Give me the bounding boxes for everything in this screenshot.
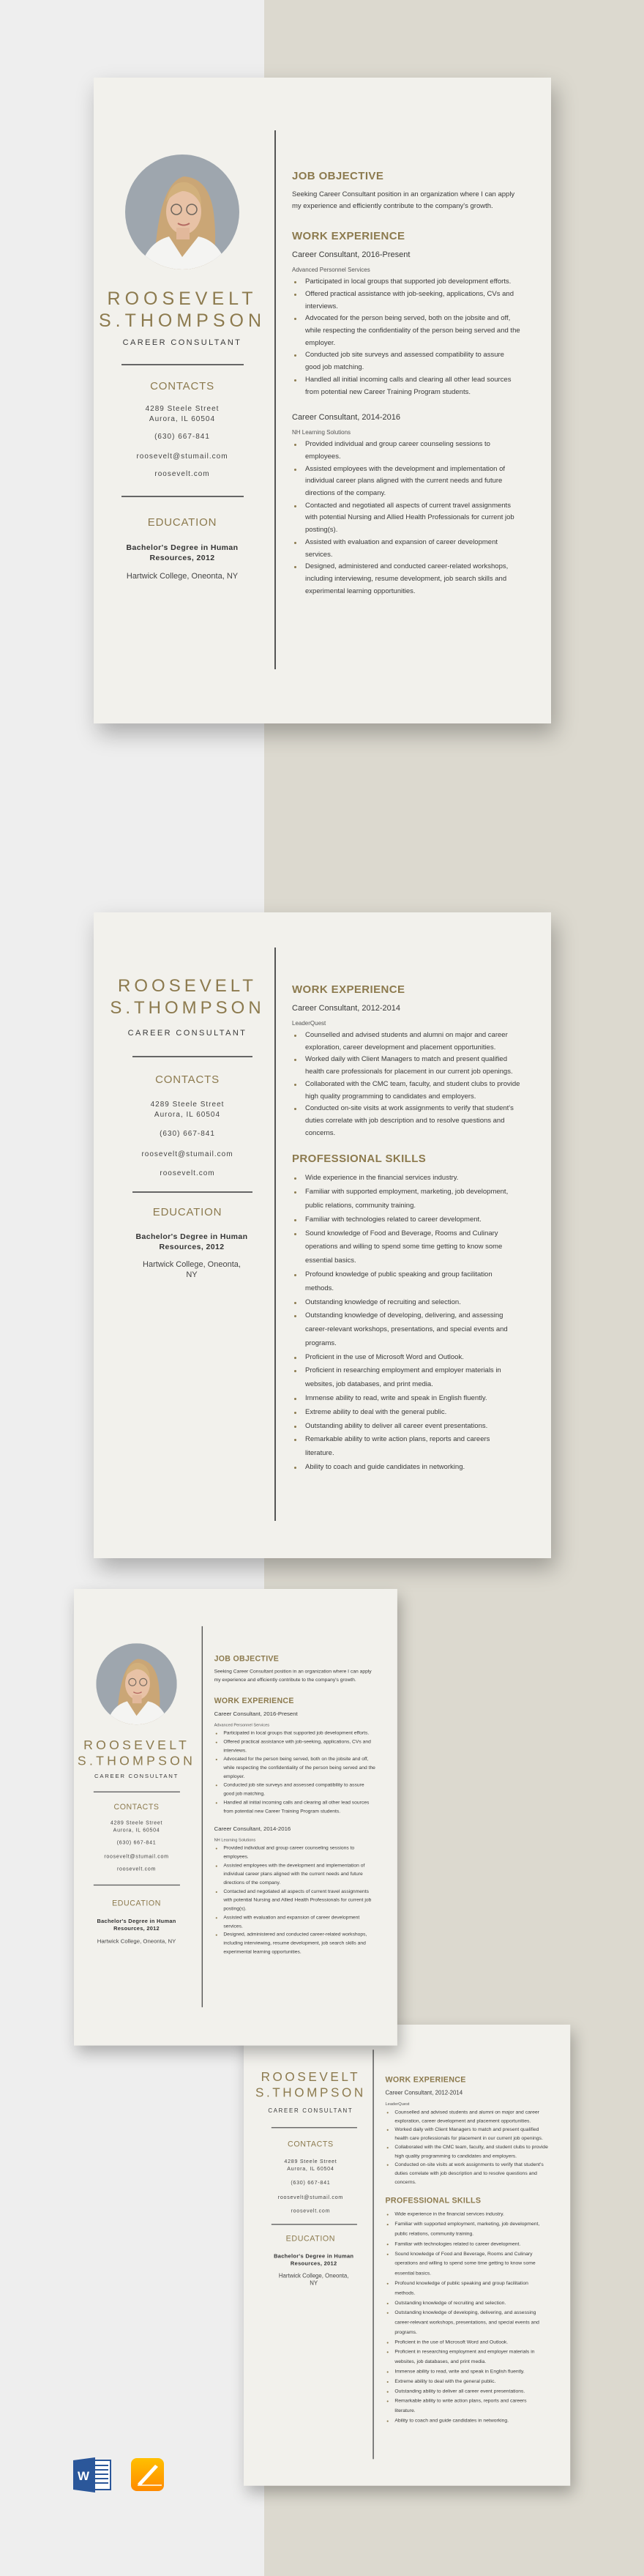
college: Hartwick College, Oneonta, NY	[278, 2273, 349, 2287]
list-item: Collaborated with the CMC team, faculty, and student clubs to provide high quality programming to candidates and employers.	[385, 2143, 548, 2161]
list-item: Designed, administered and conducted career-related workshops, including interviewing, resume development, job search skills and experimental learning opportunities.	[214, 1931, 376, 1957]
divider-rule	[132, 1191, 252, 1193]
skill-item: Profound knowledge of public speaking and group facilitation methods.	[292, 1268, 520, 1296]
address-line-1: 4289 Steele Street	[145, 405, 220, 413]
skill-item: Immense ability to read, write and speak in English fluently.	[385, 2367, 548, 2377]
degree	[258, 2252, 369, 2267]
skill-item: Extreme ability to deal with the general public.	[385, 2377, 548, 2386]
job-bullets	[214, 1730, 376, 1816]
job-entry	[292, 1003, 520, 1139]
list-item: Contacted and negotiated all aspects of current travel assignments with potential Nursing and Allied Health Professionals for current job posting(s).	[292, 500, 520, 537]
list-item: Conducted job site surveys and assessed compatibility to assure good job matching.	[292, 349, 520, 373]
right-column	[292, 983, 520, 1475]
candidate-name	[94, 288, 271, 332]
address-line-2: Aurora, IL 60504	[113, 1827, 160, 1834]
company-name: Advanced Personnel Services	[214, 1722, 270, 1727]
column-divider	[372, 2050, 373, 2459]
list-item: Conducted job site surveys and assessed compatibility to assure good job matching.	[214, 1782, 376, 1799]
company-name: NH Learning Solutions	[214, 1837, 256, 1842]
list-item: Advocated for the person being served, both on the jobsite and off, while respecting the confidentiality of the person being served and the employer.	[292, 313, 520, 349]
degree-line-2: Resources, 2012	[290, 2260, 337, 2267]
contacts-heading: CONTACTS	[113, 1802, 160, 1812]
list-item: Advocated for the person being served, both on the jobsite and off, while respecting the confidentiality of the person being served and the employer.	[214, 1755, 376, 1781]
education-heading: EDUCATION	[285, 2234, 336, 2244]
column-divider	[274, 948, 276, 1521]
work-heading: WORK EXPERIENCE	[292, 983, 405, 996]
resume-page-2	[244, 2025, 570, 2486]
divider-rule	[94, 1885, 180, 1886]
preview-page-2	[244, 2025, 570, 2486]
job-bullets	[292, 439, 520, 598]
last-name: S.THOMPSON	[255, 2085, 366, 2100]
first-name: ROOSEVELT	[261, 2070, 361, 2085]
skill-item: Outstanding knowledge of recruiting and selection.	[292, 1296, 520, 1310]
skill-item: Sound knowledge of Food and Beverage, Rooms and Culinary operations and willing to spend some time getting to know some essential basics.	[385, 2249, 548, 2279]
education-heading: EDUCATION	[147, 516, 217, 529]
first-name: ROOSEVELT	[107, 289, 258, 309]
job-position: Career Consultant, 2014-2016	[214, 1825, 291, 1833]
divider-rule	[132, 1056, 252, 1057]
list-item: Handled all initial incoming calls and clearing all other lead sources from potential new Career Training Program students.	[214, 1798, 376, 1816]
work-heading: WORK EXPERIENCE	[214, 1697, 294, 1706]
job-bullets	[292, 276, 520, 398]
skill-item: Profound knowledge of public speaking and group facilitation methods.	[385, 2279, 548, 2298]
degree	[114, 1232, 269, 1252]
skill-item: Immense ability to read, write and speak in English fluently.	[292, 1392, 520, 1406]
last-name: S.THOMPSON	[110, 998, 265, 1018]
address	[249, 2159, 372, 2173]
candidate-name	[249, 2069, 372, 2101]
address	[94, 404, 271, 425]
website-link[interactable]: roosevelt.com	[116, 1866, 157, 1872]
job-bullets	[385, 2108, 548, 2186]
degree-line-1: Bachelor's Degree in Human	[274, 2253, 354, 2260]
skill-item: Proficient in the use of Microsoft Word and Outlook.	[292, 1351, 520, 1365]
resume-page-2	[94, 912, 551, 1558]
first-name: ROOSEVELT	[83, 1738, 190, 1753]
skill-item: Outstanding ability to deliver all career event presentations.	[385, 2387, 548, 2397]
phone: (630) 667-841	[154, 433, 210, 441]
last-name: S.THOMPSON	[77, 1753, 196, 1768]
job-position: Career Consultant, 2012-2014	[292, 1004, 400, 1013]
job-bullets	[292, 1030, 520, 1139]
education-heading: EDUCATION	[152, 1206, 222, 1218]
work-heading: WORK EXPERIENCE	[292, 230, 405, 243]
company-name: LeaderQuest	[292, 1020, 326, 1027]
job-entry	[292, 412, 520, 598]
address-line-2: Aurora, IL 60504	[287, 2166, 334, 2173]
list-item: Provided individual and group career counseling sessions to employees.	[214, 1844, 376, 1862]
skill-item: Familiar with supported employment, marketing, job development, public relations, community training.	[385, 2219, 548, 2239]
word-letter: W	[77, 2469, 90, 2483]
degree-line-1: Bachelor's Degree in Human	[135, 1232, 248, 1241]
profile-photo	[96, 1643, 176, 1724]
skill-item: Familiar with supported employment, marketing, job development, public relations, community training.	[292, 1185, 520, 1213]
degree-line-1: Bachelor's Degree in Human	[97, 1918, 176, 1925]
job-entry	[214, 1710, 376, 1816]
job-title: CAREER CONSULTANT	[127, 1029, 247, 1038]
email-link[interactable]: roosevelt@stumail.com	[277, 2195, 344, 2200]
pages-icon[interactable]	[131, 2458, 164, 2491]
email-link[interactable]: roosevelt@stumail.com	[141, 1150, 233, 1158]
contacts-heading: CONTACTS	[150, 380, 214, 392]
divider-rule	[121, 364, 244, 365]
job-entry	[385, 2090, 548, 2187]
address	[74, 1820, 199, 1834]
objective-heading: JOB OBJECTIVE	[292, 170, 384, 182]
job-title: CAREER CONSULTANT	[268, 2107, 353, 2115]
objective-heading: JOB OBJECTIVE	[214, 1654, 280, 1664]
college: Hartwick College, Oneonta, NY	[126, 572, 239, 581]
skill-item: Extreme ability to deal with the general public.	[292, 1406, 520, 1420]
skill-item: Outstanding knowledge of developing, delivering, and assessing career-relevant workshops, presentations, and special events and programs.	[292, 1309, 520, 1350]
skill-item: Outstanding knowledge of developing, delivering, and assessing career-relevant workshops, presentations, and special events and programs.	[385, 2308, 548, 2337]
address-line-2: Aurora, IL 60504	[154, 1111, 221, 1119]
list-item: Counselled and advised students and alumni on major and career exploration, career development and placement opportunities.	[385, 2108, 548, 2126]
skill-item: Outstanding ability to deliver all career event presentations.	[292, 1420, 520, 1434]
skill-item: Remarkable ability to write action plans, reports and careers literature.	[292, 1433, 520, 1461]
list-item: Provided individual and group career counseling sessions to employees.	[292, 439, 520, 463]
skill-item: Ability to coach and guide candidates in networking.	[385, 2416, 548, 2426]
phone: (630) 667-841	[291, 2180, 331, 2186]
website-link[interactable]: roosevelt.com	[291, 2208, 331, 2214]
skill-item: Familiar with technologies related to career development.	[292, 1213, 520, 1227]
job-bullets	[214, 1844, 376, 1957]
list-item: Assisted employees with the development and implementation of individual career plans aligned with the current needs and future directions of the company.	[214, 1861, 376, 1887]
skill-item: Proficient in researching employment and employer materials in websites, job databases, and print media.	[292, 1364, 520, 1392]
email-link[interactable]: roosevelt@stumail.com	[136, 453, 228, 461]
address-line-1: 4289 Steele Street	[110, 1820, 163, 1826]
preview-page-1	[74, 1589, 397, 2046]
resume-page-1	[74, 1589, 397, 2046]
list-item: Worked daily with Client Managers to match and present qualified health care professionals for placement in our current job openings.	[292, 1054, 520, 1078]
divider-rule	[121, 496, 244, 497]
job-position: Career Consultant, 2012-2014	[385, 2090, 463, 2096]
skill-item: Outstanding knowledge of recruiting and selection.	[385, 2298, 548, 2308]
address-line-1: 4289 Steele Street	[150, 1101, 225, 1109]
last-name: S.THOMPSON	[98, 310, 266, 331]
skill-item: Familiar with technologies related to career development.	[385, 2239, 548, 2249]
email-link[interactable]: roosevelt@stumail.com	[104, 1853, 169, 1860]
list-item: Contacted and negotiated all aspects of current travel assignments with potential Nursing and Allied Health Professionals for current job posting(s).	[214, 1888, 376, 1913]
word-icon[interactable]	[73, 2457, 111, 2493]
job-entry	[292, 250, 520, 398]
list-item: Conducted on-site visits at work assignments to verify that student's duties correlate with job description and to resolve questions and concerns.	[385, 2161, 548, 2187]
divider-rule	[272, 2224, 357, 2225]
list-item: Assisted with evaluation and expansion of career development services.	[214, 1913, 376, 1931]
address-line-1: 4289 Steele Street	[284, 2159, 337, 2165]
skills-list	[385, 2210, 548, 2426]
degree	[94, 543, 271, 563]
education-heading: EDUCATION	[112, 1899, 161, 1908]
list-item: Assisted with evaluation and expansion of career development services.	[292, 537, 520, 561]
skill-item: Ability to coach and guide candidates in networking.	[292, 1461, 520, 1475]
list-item: Counselled and advised students and alumni on major and career exploration, career development and placement opportunities.	[292, 1030, 520, 1054]
right-column	[292, 170, 520, 598]
candidate-name	[101, 975, 274, 1019]
skills-heading: PROFESSIONAL SKILLS	[385, 2196, 482, 2205]
skill-item: Wide experience in the financial services industry.	[385, 2210, 548, 2219]
profile-photo	[125, 155, 239, 269]
degree-line-2: Resources, 2012	[159, 1243, 225, 1251]
job-position: Career Consultant, 2016-Present	[214, 1710, 298, 1718]
job-entry	[214, 1825, 376, 1957]
divider-rule	[272, 2127, 357, 2128]
address-line-2: Aurora, IL 60504	[149, 415, 216, 423]
company-name: NH Learning Solutions	[292, 429, 351, 436]
phone: (630) 667-841	[160, 1130, 215, 1138]
skill-item: Wide experience in the financial services industry.	[292, 1172, 520, 1185]
list-item: Collaborated with the CMC team, faculty, and student clubs to provide high quality programming to candidates and employers.	[292, 1079, 520, 1103]
contacts-heading: CONTACTS	[288, 2140, 334, 2149]
phone: (630) 667-841	[116, 1839, 157, 1846]
list-item: Participated in local groups that supported job development efforts.	[292, 276, 520, 289]
skills-list	[292, 1172, 520, 1475]
list-item: Assisted employees with the development and implementation of individual career plans aligned with the current needs and future directions of the company.	[292, 464, 520, 500]
company-name: LeaderQuest	[385, 2101, 410, 2107]
list-item: Conducted on-site visits at work assignments to verify that student's duties correlate with job description and to resolve questions and concerns.	[292, 1103, 520, 1139]
work-heading: WORK EXPERIENCE	[385, 2075, 466, 2085]
column-divider	[274, 130, 276, 669]
candidate-name	[74, 1738, 199, 1768]
divider-rule	[94, 1791, 180, 1792]
degree	[74, 1918, 199, 1932]
degree-line-2: Resources, 2012	[113, 1925, 160, 1932]
list-item: Designed, administered and conducted career-related workshops, including interviewing, resume development, job search skills and experimental learning opportunities.	[292, 561, 520, 598]
degree-line-2: Resources, 2012	[149, 554, 215, 562]
college: Hartwick College, Oneonta, NY	[97, 1938, 176, 1945]
objective-text: Seeking Career Consultant position in an organization where I can apply my experience and efficiently contribute to the company's growth.	[214, 1668, 372, 1683]
objective-text: Seeking Career Consultant position in an organization where I can apply my experience and efficiently contribute to the company's growth.	[292, 190, 515, 210]
skill-item: Proficient in researching employment and employer materials in websites, job databases, and print media.	[385, 2348, 548, 2367]
degree-line-1: Bachelor's Degree in Human	[126, 543, 239, 552]
website-link[interactable]: roosevelt.com	[154, 470, 210, 478]
job-position: Career Consultant, 2016-Present	[292, 250, 411, 260]
right-column	[214, 1654, 376, 1957]
company-name: Advanced Personnel Services	[292, 267, 370, 274]
first-name: ROOSEVELT	[118, 976, 257, 996]
list-item: Offered practical assistance with job-seeking, applications, CVs and interviews.	[292, 289, 520, 313]
college: Hartwick College, Oneonta, NY	[143, 1260, 241, 1279]
skill-item: Proficient in the use of Microsoft Word and Outlook.	[385, 2337, 548, 2347]
skill-item: Sound knowledge of Food and Beverage, Rooms and Culinary operations and willing to spend some time getting to know some essential basics.	[292, 1227, 520, 1268]
skill-item: Remarkable ability to write action plans, reports and careers literature.	[385, 2397, 548, 2416]
job-title: CAREER CONSULTANT	[94, 1773, 179, 1780]
resume-page-1	[94, 78, 551, 723]
column-divider	[202, 1626, 203, 2007]
address	[101, 1100, 274, 1120]
skills-heading: PROFESSIONAL SKILLS	[292, 1153, 427, 1166]
website-link[interactable]: roosevelt.com	[160, 1169, 215, 1177]
list-item: Participated in local groups that supported job development efforts.	[214, 1730, 376, 1738]
list-item: Worked daily with Client Managers to match and present qualified health care professionals for placement in our current job openings.	[385, 2126, 548, 2143]
job-title: CAREER CONSULTANT	[122, 338, 242, 347]
right-column	[385, 2075, 548, 2426]
contacts-heading: CONTACTS	[155, 1073, 220, 1086]
job-position: Career Consultant, 2014-2016	[292, 413, 400, 422]
list-item: Offered practical assistance with job-seeking, applications, CVs and interviews.	[214, 1738, 376, 1756]
list-item: Handled all initial incoming calls and clearing all other lead sources from potential new Career Training Program students.	[292, 374, 520, 398]
